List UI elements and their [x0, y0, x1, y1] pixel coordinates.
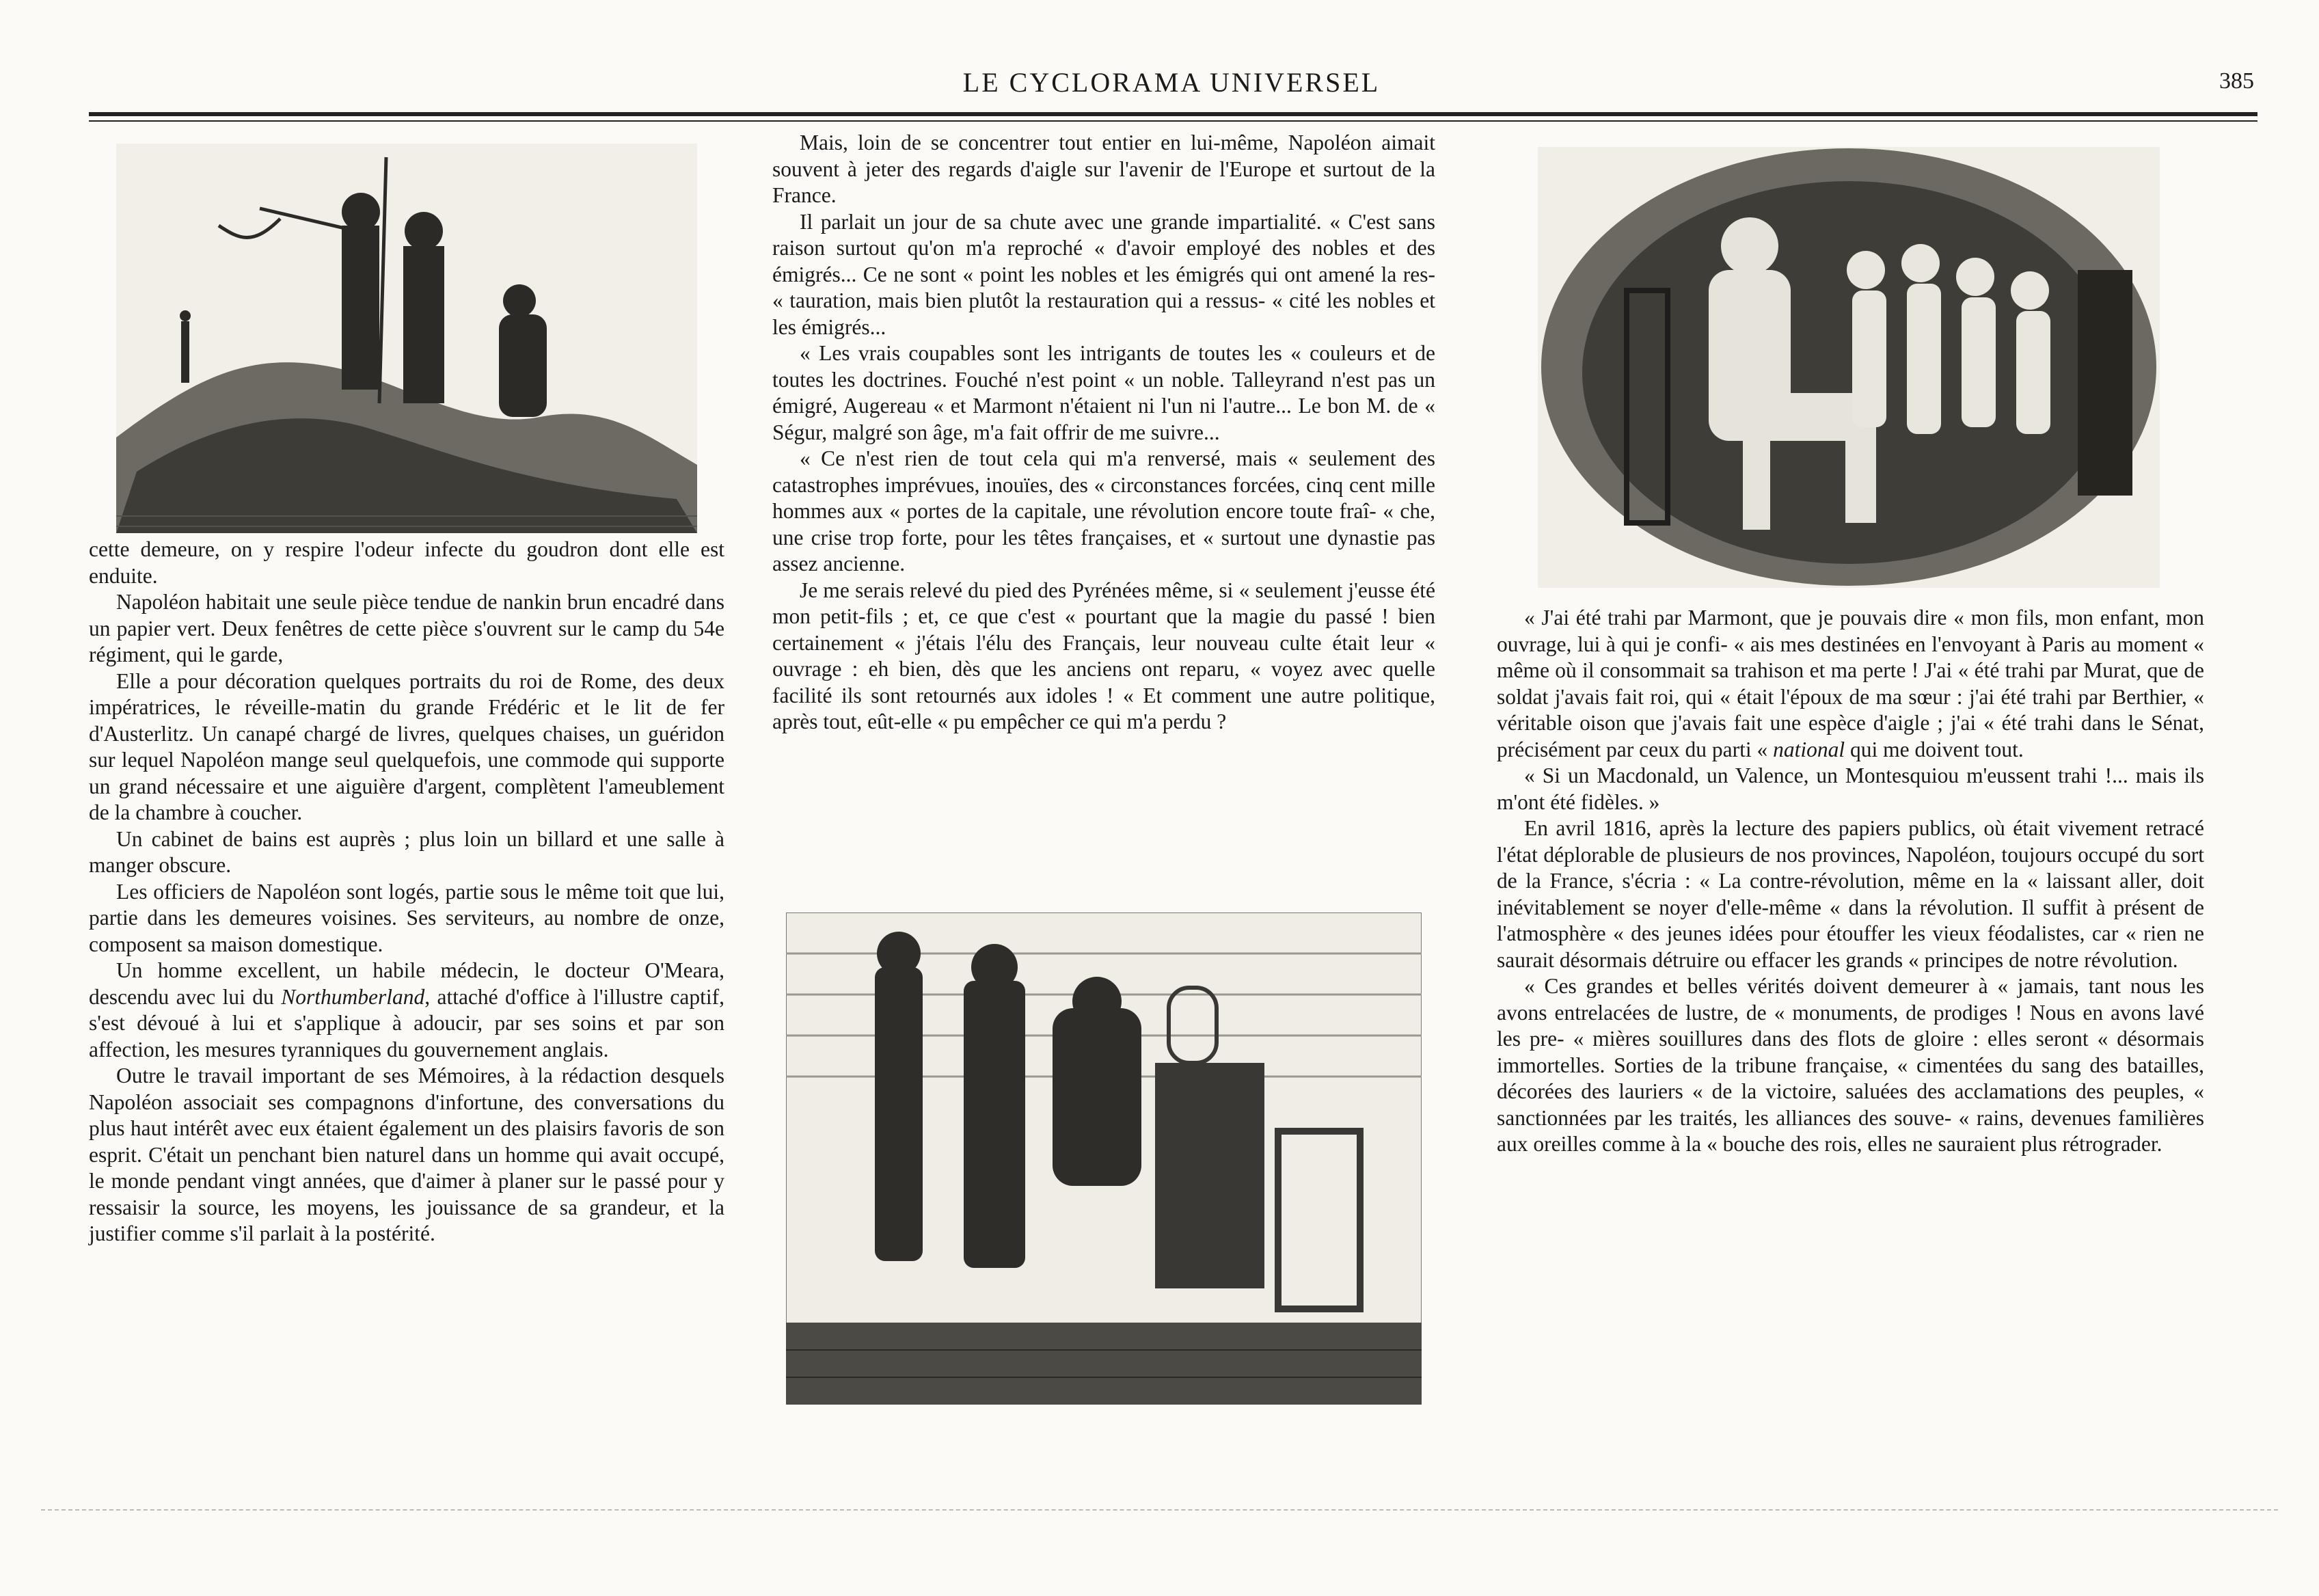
- paragraph: cette demeure, on y respire l'odeur infecte du goudron dont elle est enduite.: [89, 537, 724, 588]
- column-3-text: [1497, 605, 2204, 1158]
- header-rule-thick: [89, 112, 2257, 116]
- paragraph: « Si un Macdonald, un Valence, un Montesquiou m'eussent trahi !... mais ils m'ont été fidèles. »: [1497, 763, 2204, 814]
- paragraph: Un cabinet de bains est auprès ; plus loin un billard et une salle à manger obscure.: [89, 826, 724, 877]
- paragraph: Il parlait un jour de sa chute avec une grande impartialité. « C'est sans raison surtout qu'on m'a reproché « d'avoir employé des nobles et des émigrés... Ce ne sont « point les nobles et les émigrés qui ont amené la res- « tauration, mais bien plutôt la restauration qui a ressus- « cité les nobles et les émigrés...: [772, 209, 1435, 339]
- children-scene-engraving: [1538, 147, 2160, 588]
- paragraph-text: « J'ai été trahi par Marmont, que je pouvais dire « mon fils, mon enfant, mon ouvrage, lui à qui je confi- « ais mes destinées en l'envoyant à Paris au moment « même où il consommait sa trahison et ma perte ! J'ai « été trahi par Murat, que de soldat j'avais fait roi, qui « était l'époux de ma sœur : j'ai été trahi par Berthier, « véritable oison que j'avais fait une espèce d'aigle ; j'ai « été trahi dans le Sénat, précisément par ceux du parti «: [1497, 606, 2204, 761]
- paragraph-text: , attaché d'office à l'illustre captif, s'est dévoué à lui et s'applique à adoucir, par ses soins et par son affection, les mesures tyranniques du gouvernement anglais.: [89, 984, 724, 1061]
- running-title: LE CYCLORAMA UNIVERSEL: [962, 66, 1381, 98]
- running-head: [89, 62, 2254, 103]
- paragraph: Outre le travail important de ses Mémoires, à la rédaction desquels Napoléon associait ses compagnons d'infortune, des conversations du plus haut intérêt avec eux étaient également un des plaisirs favoris de son esprit. C'était un penchant bien naturel dans un homme qui avait occupé, le monde pendant vingt années, que d'aimer à planer sur le passé pour y ressaisir la source, les moyens, les jouissance de sa grandeur, et la justifier comme s'il parlait à la postérité.: [89, 1064, 724, 1245]
- paragraph: « Ce n'est rien de tout cela qui m'a renversé, mais « seulement des catastrophes imprévues, inouïes, des « circonstances forcées, cinq cent mille hommes aux « portes de la capitale, une révolution encore toute fraî- « che, une crise trop forte, pour les têtes françaises, et « surtout une dynastie pas assez ancienne.: [772, 446, 1435, 576]
- paragraph-text: Un homme excellent, un habile médecin, le docteur O'Meara, descendu avec lui du: [89, 958, 724, 1009]
- paragraph: « Les vrais coupables sont les intrigants de toutes les « couleurs et de toutes les doctrines. Fouché n'est point « un noble. Talleyrand n'est pas un émigré, Augereau « et Marmont n'étaient ni l'un ni l'autre... Le bon M. de « Ségur, malgré son âge, m'a fait offrir de me suivre...: [772, 341, 1435, 444]
- paragraph: [89, 958, 724, 1063]
- paragraph: Elle a pour décoration quelques portraits du roi de Rome, des deux impératrices, le réveille-matin du grande Frédéric et le lit de fer d'Austerlitz. Un canapé chargé de livres, quelques chaises, un guéridon sur lequel Napoléon mange seul quelquefois, une commode qui supporte un grand nécessaire et une aiguière d'argent, complètent l'ameublement de la chambre à coucher.: [89, 668, 724, 824]
- children-scene-engraving-drawing: [1538, 147, 2160, 588]
- paragraph: Les officiers de Napoléon sont logés, partie sous le même toit que lui, partie dans les demeures voisines. Ses serviteurs, au nombre de onze, composent sa maison domestique.: [89, 879, 724, 956]
- ship-name: Northumberland: [281, 984, 425, 1009]
- bottom-rule: [41, 1509, 2278, 1511]
- soldiers-engraving-drawing: [116, 144, 697, 533]
- column-2-text: [772, 130, 1435, 735]
- paragraph: [1497, 605, 2204, 763]
- paragraph: Napoléon habitait une seule pièce tendue de nankin brun encadré dans un papier vert. Deux fenêtres de cette pièce s'ouvrent sur le camp du 54e régiment, qui le garde,: [89, 590, 724, 666]
- paragraph-text: qui me doivent tout.: [1845, 737, 2024, 761]
- desk-scene-engraving: [786, 912, 1422, 1405]
- header-rule-thin: [89, 120, 2257, 122]
- page-number: 385: [2219, 68, 2254, 94]
- soldiers-engraving: [116, 144, 697, 533]
- paragraph: Je me serais relevé du pied des Pyrénées même, si « seulement j'eusse été mon petit-fils ; et, ce que c'est « pourtant que la magie du passé ! bien certainement « j'étais l'élu des Français, leur nouveau culte était leur « ouvrage : eh bien, dès que les anciens ont reparu, « voyez avec quelle facilité ils sont retournés aux idoles ! « Et comment une autre politique, après tout, eût-elle « pu empêcher ce qui m'a perdu ?: [772, 578, 1435, 733]
- emphasis: national: [1773, 737, 1845, 761]
- desk-scene-engraving-drawing: [786, 912, 1422, 1405]
- paragraph: Mais, loin de se concentrer tout entier en lui-même, Napoléon aimait souvent à jeter des regards d'aigle sur l'avenir de l'Europe et surtout de la France.: [772, 131, 1435, 207]
- paragraph: « Ces grandes et belles vérités doivent demeurer à « jamais, tant nous les avons entrelacées de lustre, de « monuments, de prodiges ! Nous en avons lavé les pre- « mières souillures dans des flots de gloire : elles seront « désormais immortelles. Sorties de la tribune française, « cimentées du sang des batailles, décorées des lauriers « de la victoire, saluées des acclamations des peuples, « sanctionnées par les traités, les alliances des souve- « rains, devenues familières aux oreilles comme à la « bouche des rois, elles ne sauraient plus rétrograder.: [1497, 974, 2204, 1156]
- column-1-text: [89, 537, 724, 1247]
- paragraph: En avril 1816, après la lecture des papiers publics, où était vivement retracé l'état déplorable de plusieurs de nos provinces, Napoléon, toujours occupé du sort de la France, s'écria : « La contre-révolution, même en la « laissant aller, doit inévitablement se noyer d'elle-même « dans la révolution. Il suffit à présent de l'atmosphère « des jeunes idées pour étouffer les vieux féodalistes, car « rien ne saurait désormais détruire ou effacer les grands « principes de notre révolution.: [1497, 816, 2204, 972]
